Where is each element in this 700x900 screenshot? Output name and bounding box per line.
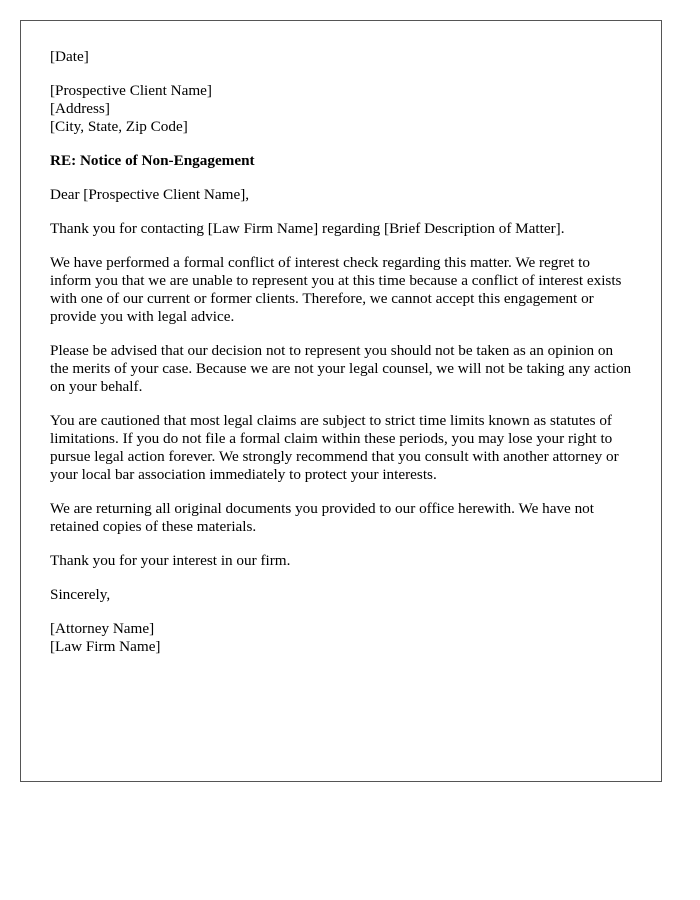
subject-line: RE: Notice of Non-Engagement bbox=[50, 152, 255, 169]
body-paragraph-documents: We are returning all original documents you provided to our office herewith. We have not retained copies of these materials. bbox=[50, 500, 594, 535]
recipient-city-state-zip: [City, State, Zip Code] bbox=[50, 118, 188, 135]
recipient-address-block bbox=[50, 82, 632, 136]
signature-block bbox=[50, 620, 632, 656]
signature-attorney-name: [Attorney Name] bbox=[50, 620, 155, 637]
letter-date: [Date] bbox=[50, 48, 89, 65]
body-paragraph-thanks: Thank you for your interest in our firm. bbox=[50, 552, 291, 569]
body-paragraph-no-opinion: Please be advised that our decision not to represent you should not be taken as an opinion on the merits of your case. Because we are not your legal counsel, we will not be taking any action on your behalf. bbox=[50, 342, 632, 395]
body-paragraph-conflict: We have performed a formal conflict of interest check regarding this matter. We regret to inform you that we are unable to represent you at this time because a conflict of interest exists with one of our current or former clients. Therefore, we cannot accept this engagement or provide you with legal advice. bbox=[50, 254, 622, 325]
signature-firm-name: [Law Firm Name] bbox=[50, 638, 161, 655]
recipient-name: [Prospective Client Name] bbox=[50, 82, 212, 99]
recipient-address: [Address] bbox=[50, 100, 110, 117]
letter-page bbox=[20, 20, 662, 782]
body-paragraph-statute-warning: You are cautioned that most legal claims are subject to strict time limits known as statutes of limitations. If you do not file a formal claim within these periods, you may lose your right to pursue legal action forever. We strongly recommend that you consult with another attorney or your local bar association immediately to protect your interests. bbox=[50, 412, 619, 483]
body-paragraph-intro: Thank you for contacting [Law Firm Name] regarding [Brief Description of Matter]. bbox=[50, 220, 565, 237]
closing: Sincerely, bbox=[50, 586, 111, 603]
salutation: Dear [Prospective Client Name], bbox=[50, 186, 250, 203]
